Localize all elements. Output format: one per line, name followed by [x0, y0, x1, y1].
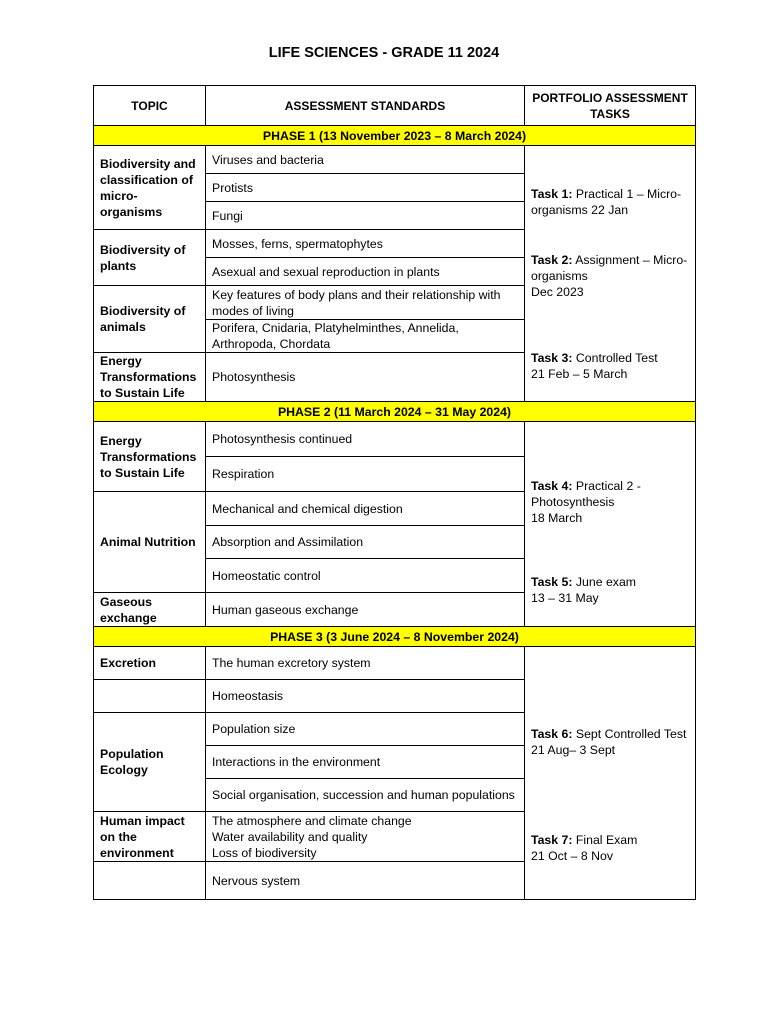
- standard-cell: Absorption and Assimilation: [206, 526, 525, 559]
- task-2: Task 2: Assignment – Micro-organisms Dec 2023: [531, 252, 688, 299]
- table-header-row: [94, 86, 696, 126]
- phase-2-row: [94, 402, 696, 422]
- task-6: Task 6: Sept Controlled Test 21 Aug– 3 Sept: [531, 727, 687, 757]
- topic-cell-empty: [94, 862, 206, 900]
- table-row: [94, 647, 696, 680]
- header-topic: TOPIC: [94, 86, 206, 126]
- task-7: Task 7: Final Exam 21 Oct – 8 Nov: [531, 833, 638, 863]
- assessment-plan-table: [93, 85, 696, 900]
- topic-cell: Biodiversity and classification of micro-organisms: [94, 146, 206, 230]
- standard-cell: Social organisation, succession and human populations: [206, 779, 525, 812]
- task-3: Task 3: Controlled Test 21 Feb – 5 March: [531, 350, 658, 381]
- topic-cell: Biodiversity of plants: [94, 230, 206, 286]
- standard-cell: Nervous system: [206, 862, 525, 900]
- header-tasks: PORTFOLIO ASSESSMENT TASKS: [525, 86, 696, 126]
- topic-cell: Population Ecology: [94, 713, 206, 812]
- phase-2-label: PHASE 2 (11 March 2024 – 31 May 2024): [94, 402, 696, 422]
- table-row: [94, 422, 696, 457]
- standard-cell: Interactions in the environment: [206, 746, 525, 779]
- standard-cell: Respiration: [206, 457, 525, 492]
- phase-3-label: PHASE 3 (3 June 2024 – 8 November 2024): [94, 627, 696, 647]
- standard-cell: Homeostasis: [206, 680, 525, 713]
- topic-cell: Excretion: [94, 647, 206, 680]
- standard-cell: Key features of body plans and their relationship with modes of living: [206, 286, 525, 320]
- topic-cell: Animal Nutrition: [94, 492, 206, 593]
- phase-1-row: [94, 126, 696, 146]
- topic-cell-empty: [94, 680, 206, 713]
- phase-2-tasks: [525, 422, 696, 627]
- phase-3-tasks: [525, 647, 696, 900]
- standard-cell: Asexual and sexual reproduction in plants: [206, 258, 525, 286]
- standard-cell: The human excretory system: [206, 647, 525, 680]
- page-title: LIFE SCIENCES - GRADE 11 2024: [268, 45, 500, 61]
- standard-line: The atmosphere and climate change: [212, 813, 412, 828]
- table-row: [94, 146, 696, 174]
- standard-cell: Protists: [206, 174, 525, 202]
- topic-cell: Energy Transformations to Sustain Life: [94, 353, 206, 402]
- standard-cell: Photosynthesis continued: [206, 422, 525, 457]
- phase-1-label: PHASE 1 (13 November 2023 – 8 March 2024): [94, 126, 696, 146]
- standard-cell: Photosynthesis: [206, 353, 525, 402]
- topic-cell: Human impact on the environment: [94, 812, 206, 862]
- standard-cell: Population size: [206, 713, 525, 746]
- standard-cell: Human gaseous exchange: [206, 593, 525, 627]
- standard-cell: Mosses, ferns, spermatophytes: [206, 230, 525, 258]
- standard-cell: Mechanical and chemical digestion: [206, 492, 525, 526]
- standard-cell: Viruses and bacteria: [206, 146, 525, 174]
- standard-cell: Porifera, Cnidaria, Platyhelminthes, Annelida, Arthropoda, Chordata: [206, 320, 525, 353]
- topic-cell: Energy Transformations to Sustain Life: [94, 422, 206, 492]
- phase-1-tasks: [525, 146, 696, 402]
- topic-cell: Biodiversity of animals: [94, 286, 206, 353]
- task-4: Task 4: Practical 2 - Photosynthesis 18 March: [531, 479, 641, 525]
- standard-cell: Fungi: [206, 202, 525, 230]
- topic-cell: Gaseous exchange: [94, 593, 206, 627]
- standard-cell: Homeostatic control: [206, 559, 525, 593]
- standard-cell: [206, 812, 525, 862]
- standard-line: Loss of biodiversity: [212, 845, 317, 860]
- task-5: Task 5: June exam 13 – 31 May: [531, 575, 637, 605]
- phase-3-row: [94, 627, 696, 647]
- task-1: Task 1: Practical 1 – Micro-organisms 22 Jan: [531, 186, 682, 217]
- standard-line: Water availability and quality: [212, 829, 368, 844]
- header-standards: ASSESSMENT STANDARDS: [206, 86, 525, 126]
